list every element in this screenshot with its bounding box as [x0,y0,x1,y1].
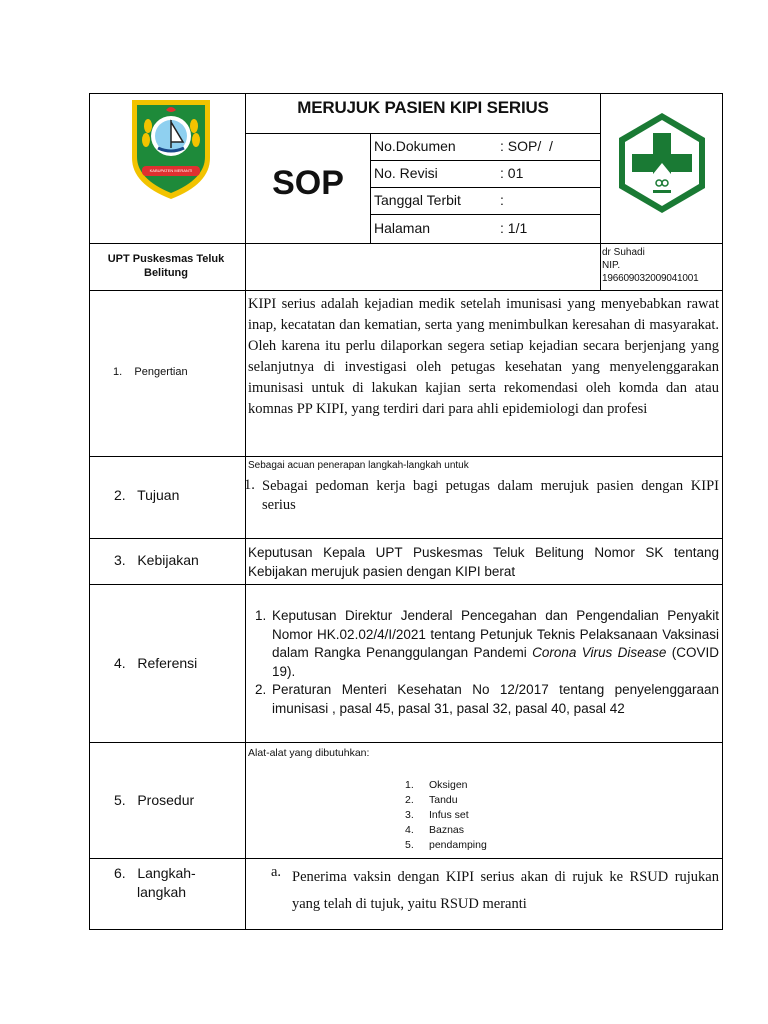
meta-value-tanggal-terbit: : [500,192,504,208]
section-label-pengertian: 1. Pengertian [113,366,188,378]
meta-value-no-dokumen: : SOP/ / [500,138,553,154]
referensi-item-1: 1. Keputusan Direktur Jenderal Pencegahan dan Pengendalian Penyakit Nomor HK.02.02/4/I/2021 tentang Petunjuk Teknis Pelaksanaan Vaksinasi dalam Rangka Penanggulangan Pandemi Corona Virus Disease (COVID 19). [270,607,719,681]
tujuan-item-text: Sebagai pedoman kerja bagi petugas dalam merujuk pasien dengan KIPI serius [262,478,719,513]
tujuan-intro: Sebagai acuan penerapan langkah-langkah untuk [248,460,469,471]
langkah-item-text: Penerima vaksin dengan KIPI serius akan di rujuk ke RSUD rujukan yang telah di tujuk, yaitu RSUD meranti [292,869,719,912]
equipment-item: 3. Infus set [405,809,469,821]
meta-label-no-revisi: No. Revisi [374,165,438,181]
pengertian-text: KIPI serius adalah kejadian medik setelah imunisasi yang menyebabkan rawat inap, kecatatan dan kematian, serta yang menimbulkan keresahan di masyarakat. Oleh karena itu perlu dilaporkan segera setiap kejadian secara berjenjang yang selanjutnya di investigasi oleh petugas kesehatan yang menyelenggarakan imunisasi untuk di lakukan kajian serta rekomendasi oleh komda dan atau komnas PP KIPI, yang terdiri dari para ahli epidemiologi dan profesi [248,296,719,417]
meta-value-halaman: : 1/1 [500,220,528,236]
section-label-kebijakan: 3. Kebijakan [114,552,199,568]
section-label-langkah [114,864,196,902]
tujuan-item-number: 1. [244,477,255,493]
kebijakan-text: Keputusan Kepala UPT Puskesmas Teluk Belitung Nomor SK tentang Kebijakan merujuk pasien dengan KIPI berat [248,545,719,579]
meta-label-tanggal-terbit: Tanggal Terbit [374,192,461,208]
equipment-item: 2. Tandu [405,794,458,806]
signer-name: dr Suhadi [602,247,645,258]
equipment-item: 4. Baznas [405,824,465,836]
prosedur-equipment-list [405,778,487,853]
section-label-langkah-line2: langkah [137,884,187,900]
signer-nip-label: NIP. [602,260,621,271]
meta-value-no-revisi: : 01 [500,165,524,181]
signer-nip: 196609032009041001 [602,273,699,284]
sop-label: SOP [272,164,344,202]
referensi-list [250,607,719,718]
prosedur-intro: Alat-alat yang dibutuhkan: [248,747,370,759]
section-label-tujuan: 2. Tujuan [114,487,180,503]
section-label-langkah-line1: 6. Langkah- [114,865,196,881]
document-title: MERUJUK PASIEN KIPI SERIUS [297,98,549,117]
emblem-banner-text: KABUPATEN MERANTI [149,168,193,173]
section-label-prosedur: 5. Prosedur [114,792,195,808]
regional-emblem-logo [128,96,214,202]
section-label-referensi: 4. Referensi [114,655,198,671]
equipment-item: 1. Oksigen [405,779,468,791]
puskesmas-logo [617,111,707,215]
meta-label-no-dokumen: No.Dokumen [374,138,456,154]
org-name: UPT Puskesmas Teluk Belitung [107,253,225,279]
referensi-item-2: 2. Peraturan Menteri Kesehatan No 12/2017 tentang penyelenggaraan imunisasi , pasal 45, pasal 31, pasal 32, pasal 40, pasal 42 [270,681,719,718]
equipment-item: 5. pendamping [405,839,487,851]
langkah-item-letter: a. [271,864,282,880]
meta-label-halaman: Halaman [374,220,431,236]
